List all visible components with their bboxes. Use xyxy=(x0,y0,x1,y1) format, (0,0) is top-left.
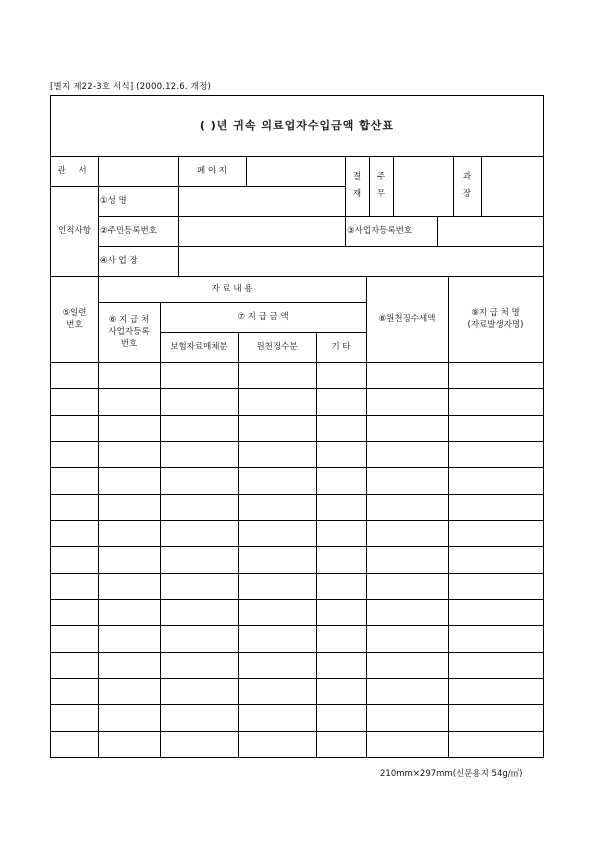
payer-name-cell[interactable] xyxy=(448,546,543,572)
withholding-tax-cell[interactable] xyxy=(366,388,448,414)
insurance-media-cell[interactable] xyxy=(160,362,238,388)
withholding-tax-cell[interactable] xyxy=(366,625,448,651)
withholding-tax-cell[interactable] xyxy=(366,494,448,520)
withholding-tax-cell[interactable] xyxy=(366,704,448,730)
payer-name-cell[interactable] xyxy=(448,731,543,757)
serial-cell[interactable] xyxy=(51,388,98,414)
payer-bizno-cell[interactable] xyxy=(98,678,160,704)
payer-name-header: ⑨지 급 처 명 (자료발생자명) xyxy=(467,307,524,330)
name-label: ①성 명 xyxy=(100,195,127,206)
withholding-portion-cell[interactable] xyxy=(238,704,316,730)
serial-cell[interactable] xyxy=(51,599,98,625)
approval-label: 결 재 xyxy=(352,172,362,199)
row-divider xyxy=(51,388,543,389)
insurance-media-cell[interactable] xyxy=(160,546,238,572)
payer-bizno-cell[interactable] xyxy=(98,625,160,651)
office-label: 관 서 xyxy=(57,165,92,176)
row-divider xyxy=(51,520,543,521)
withholding-portion-cell[interactable] xyxy=(238,652,316,678)
payer-name-cell[interactable] xyxy=(448,678,543,704)
withholding-tax-cell[interactable] xyxy=(366,415,448,441)
withholding-portion-cell[interactable] xyxy=(238,415,316,441)
insurance-media-cell[interactable] xyxy=(160,415,238,441)
withholding-portion-cell[interactable] xyxy=(238,625,316,651)
summary-form xyxy=(50,95,544,758)
personal-info-label: 인적사항 xyxy=(58,225,91,236)
other-cell[interactable] xyxy=(316,599,366,625)
insurance-media-cell[interactable] xyxy=(160,704,238,730)
withholding-portion-cell[interactable] xyxy=(238,362,316,388)
serial-cell[interactable] xyxy=(51,678,98,704)
withholding-tax-cell[interactable] xyxy=(366,546,448,572)
other-cell[interactable] xyxy=(316,652,366,678)
payer-name-cell[interactable] xyxy=(448,415,543,441)
insurance-media-cell[interactable] xyxy=(160,441,238,467)
payer-bizno-cell[interactable] xyxy=(98,415,160,441)
insurance-media-cell[interactable] xyxy=(160,599,238,625)
other-cell[interactable] xyxy=(316,467,366,493)
bizno-field[interactable] xyxy=(437,216,543,246)
withholding-portion-cell[interactable] xyxy=(238,467,316,493)
office-field[interactable] xyxy=(98,156,178,186)
insurance-media-cell[interactable] xyxy=(160,467,238,493)
business-field[interactable] xyxy=(178,246,543,276)
insurance-media-cell[interactable] xyxy=(160,731,238,757)
payer-name-cell[interactable] xyxy=(448,599,543,625)
business-label: ④사 업 장 xyxy=(100,255,138,266)
insurance-media-cell[interactable] xyxy=(160,520,238,546)
payer-name-cell[interactable] xyxy=(448,704,543,730)
staff-sign-field[interactable] xyxy=(393,156,453,216)
payer-bizno-cell[interactable] xyxy=(98,467,160,493)
insurance-media-cell[interactable] xyxy=(160,652,238,678)
row-divider xyxy=(51,731,543,732)
staff-label: 주 무 xyxy=(376,172,386,199)
withholding-portion-cell[interactable] xyxy=(238,599,316,625)
payer-bizno-cell[interactable] xyxy=(98,362,160,388)
payment-amount-header: ⑦ 지 급 금 액 xyxy=(237,311,289,322)
serial-cell[interactable] xyxy=(51,362,98,388)
serial-cell[interactable] xyxy=(51,441,98,467)
withholding-portion-cell[interactable] xyxy=(238,441,316,467)
row-divider xyxy=(51,625,543,626)
manager-sign-field[interactable] xyxy=(481,156,543,216)
payer-name-cell[interactable] xyxy=(448,625,543,651)
rrn-label: ②주민등록번호 xyxy=(100,225,157,236)
row-divider xyxy=(51,599,543,600)
serial-cell[interactable] xyxy=(51,652,98,678)
payer-name-cell[interactable] xyxy=(448,467,543,493)
withholding-tax-cell[interactable] xyxy=(366,467,448,493)
other-cell[interactable] xyxy=(316,731,366,757)
withholding-tax-cell[interactable] xyxy=(366,573,448,599)
payer-name-cell[interactable] xyxy=(448,652,543,678)
withholding-portion-cell[interactable] xyxy=(238,520,316,546)
payer-name-cell[interactable] xyxy=(448,388,543,414)
form-caption: [별지 제22-3호 서식] (2000.12.6. 개정) xyxy=(50,82,212,92)
serial-cell[interactable] xyxy=(51,731,98,757)
withholding-tax-cell[interactable] xyxy=(366,599,448,625)
serial-number-header: ⑤일련 번호 xyxy=(62,307,87,330)
insurance-media-cell[interactable] xyxy=(160,625,238,651)
insurance-media-cell[interactable] xyxy=(160,388,238,414)
payer-bizno-header: ⑥ 지 급 처 사업자등록 번호 xyxy=(108,314,150,350)
payer-bizno-cell[interactable] xyxy=(98,599,160,625)
other-cell[interactable] xyxy=(316,520,366,546)
other-cell[interactable] xyxy=(316,573,366,599)
insurance-media-cell[interactable] xyxy=(160,573,238,599)
page-field[interactable] xyxy=(246,156,345,186)
payer-bizno-cell[interactable] xyxy=(98,388,160,414)
payer-bizno-cell[interactable] xyxy=(98,441,160,467)
row-divider xyxy=(51,467,543,468)
withholding-tax-cell[interactable] xyxy=(366,362,448,388)
insurance-media-header: 보험자료매체분 xyxy=(170,341,228,352)
payer-name-cell[interactable] xyxy=(448,494,543,520)
withholding-portion-cell[interactable] xyxy=(238,573,316,599)
row-divider xyxy=(51,441,543,442)
withholding-tax-cell[interactable] xyxy=(366,441,448,467)
other-cell[interactable] xyxy=(316,441,366,467)
serial-cell[interactable] xyxy=(51,546,98,572)
row-divider xyxy=(51,704,543,705)
withholding-tax-cell[interactable] xyxy=(366,520,448,546)
payer-name-cell[interactable] xyxy=(448,441,543,467)
payer-bizno-cell[interactable] xyxy=(98,546,160,572)
page-label: 페 이 지 xyxy=(196,165,228,176)
paper-size-note: 210mm×297mm(신문용지 54g/㎡) xyxy=(380,769,523,779)
payer-bizno-cell[interactable] xyxy=(98,731,160,757)
payer-bizno-cell[interactable] xyxy=(98,652,160,678)
withholding-tax-cell[interactable] xyxy=(366,678,448,704)
other-header: 기 타 xyxy=(331,341,351,352)
form-title: ( )년 귀속 의료업자수입금액 합산표 xyxy=(199,119,395,133)
other-cell[interactable] xyxy=(316,546,366,572)
row-divider xyxy=(51,415,543,416)
insurance-media-cell[interactable] xyxy=(160,678,238,704)
serial-cell[interactable] xyxy=(51,704,98,730)
payer-name-cell[interactable] xyxy=(448,573,543,599)
manager-label: 과 장 xyxy=(462,172,472,199)
rrn-field[interactable] xyxy=(178,216,345,246)
serial-cell[interactable] xyxy=(51,494,98,520)
serial-cell[interactable] xyxy=(51,467,98,493)
other-cell[interactable] xyxy=(316,415,366,441)
row-divider xyxy=(51,546,543,547)
row-divider xyxy=(51,573,543,574)
withholding-portion-cell[interactable] xyxy=(238,494,316,520)
payer-bizno-cell[interactable] xyxy=(98,573,160,599)
row-divider xyxy=(51,652,543,653)
payer-name-cell[interactable] xyxy=(448,520,543,546)
withholding-tax-header: ⑧원천징수세액 xyxy=(378,313,436,324)
serial-cell[interactable] xyxy=(51,415,98,441)
withholding-portion-cell[interactable] xyxy=(238,678,316,704)
withholding-portion-header: 원천징수분 xyxy=(256,341,298,352)
payer-bizno-cell[interactable] xyxy=(98,494,160,520)
other-cell[interactable] xyxy=(316,494,366,520)
serial-cell[interactable] xyxy=(51,625,98,651)
withholding-portion-cell[interactable] xyxy=(238,546,316,572)
withholding-portion-cell[interactable] xyxy=(238,388,316,414)
payer-bizno-cell[interactable] xyxy=(98,520,160,546)
other-cell[interactable] xyxy=(316,678,366,704)
insurance-media-cell[interactable] xyxy=(160,494,238,520)
row-divider xyxy=(51,678,543,679)
other-cell[interactable] xyxy=(316,388,366,414)
bizno-label: ③사업자등록번호 xyxy=(347,225,413,236)
serial-cell[interactable] xyxy=(51,520,98,546)
withholding-portion-cell[interactable] xyxy=(238,731,316,757)
row-divider xyxy=(51,494,543,495)
withholding-tax-cell[interactable] xyxy=(366,652,448,678)
serial-cell[interactable] xyxy=(51,573,98,599)
data-content-header: 자 료 내 용 xyxy=(211,283,253,294)
name-field[interactable] xyxy=(178,186,345,216)
withholding-tax-cell[interactable] xyxy=(366,731,448,757)
other-cell[interactable] xyxy=(316,625,366,651)
payer-name-cell[interactable] xyxy=(448,362,543,388)
other-cell[interactable] xyxy=(316,704,366,730)
other-cell[interactable] xyxy=(316,362,366,388)
payer-bizno-cell[interactable] xyxy=(98,704,160,730)
